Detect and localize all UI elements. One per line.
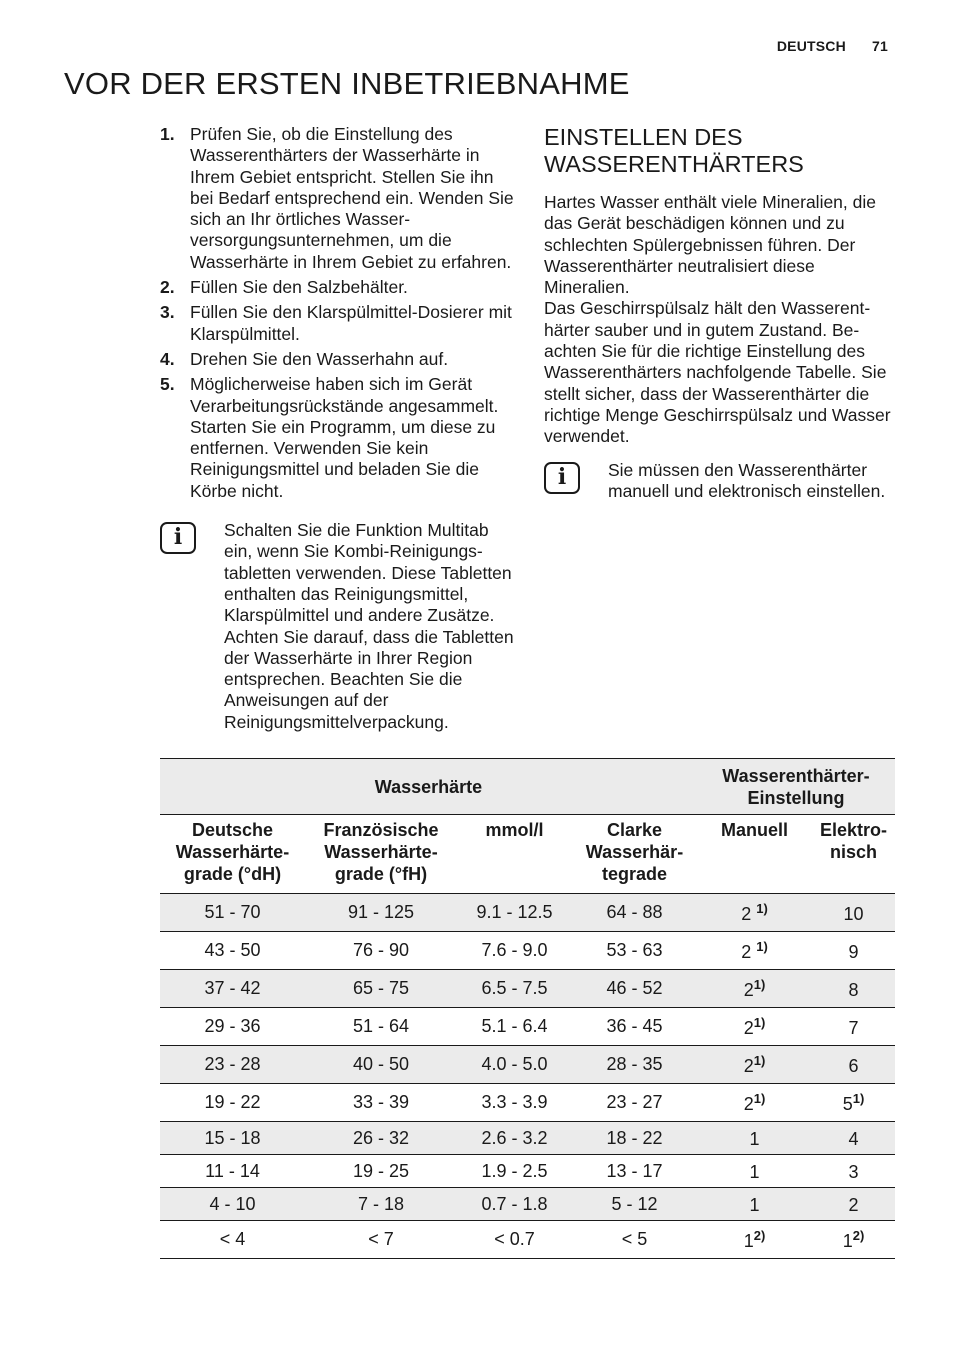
cell-fh: < 7 (305, 1221, 457, 1259)
cell-clarke: 64 - 88 (572, 894, 697, 932)
cell-mmol: < 0.7 (457, 1221, 572, 1259)
cell-dh: 51 - 70 (160, 894, 305, 932)
language-label: DEUTSCH (776, 38, 846, 54)
list-item (160, 277, 516, 298)
cell-clarke: 23 - 27 (572, 1084, 697, 1122)
cell-mmol: 0.7 - 1.8 (457, 1188, 572, 1221)
footnote: 1) (852, 1090, 865, 1106)
cell-elektronisch: 1$^{2)}$ (812, 1221, 895, 1259)
cell-manuell: 2 $^{1)}$ (697, 932, 812, 970)
group-header-hardness: Wasserhärte (160, 759, 697, 815)
info-icon: i (160, 522, 196, 554)
page-number: 71 (872, 38, 888, 54)
cell-manuell: 2$^{1)}$ (697, 970, 812, 1008)
water-hardness-table (160, 758, 895, 1259)
cell-fh: 26 - 32 (305, 1122, 457, 1155)
footnote: 1) (753, 976, 766, 992)
table-row (160, 1188, 895, 1221)
cell-dh: 37 - 42 (160, 970, 305, 1008)
left-column (160, 124, 516, 733)
table-row (160, 1122, 895, 1155)
cell-manuell: 2$^{1)}$ (697, 1008, 812, 1046)
table-row (160, 894, 895, 932)
footnote: 1) (756, 938, 768, 954)
list-item (160, 349, 516, 370)
table-row (160, 1046, 895, 1084)
table-row (160, 1008, 895, 1046)
cell-manuell: 2$^{1)}$ (697, 1084, 812, 1122)
cell-elektronisch: 5$^{1)}$ (812, 1084, 895, 1122)
step-number: 2. (160, 277, 175, 298)
page-title: VOR DER ERSTEN INBETRIEBNAHME (64, 66, 630, 101)
cell-mmol: 6.5 - 7.5 (457, 970, 572, 1008)
cell-fh: 91 - 125 (305, 894, 457, 932)
steps-list (160, 124, 516, 502)
cell-mmol: 2.6 - 3.2 (457, 1122, 572, 1155)
cell-elektronisch: 3 (812, 1155, 895, 1188)
table-row (160, 1084, 895, 1122)
cell-dh: 23 - 28 (160, 1046, 305, 1084)
cell-dh: 4 - 10 (160, 1188, 305, 1221)
multitab-note (160, 520, 516, 733)
table-row (160, 932, 895, 970)
cell-dh: 43 - 50 (160, 932, 305, 970)
cell-clarke: 53 - 63 (572, 932, 697, 970)
step-number: 4. (160, 348, 175, 369)
cell-fh: 33 - 39 (305, 1084, 457, 1122)
section-heading: EINSTELLEN DES WASSERENTHÄRTERS (544, 124, 804, 177)
column-header: Deutsche Wasserhärtegrade (°dH) (160, 815, 305, 894)
cell-elektronisch: 9 (812, 932, 895, 970)
cell-clarke: 46 - 52 (572, 970, 697, 1008)
cell-manuell: 2$^{1)}$ (697, 1046, 812, 1084)
right-column (544, 124, 894, 502)
step-text: Füllen Sie den Klarspülmittel-Dosierer mit Klarspülmittel. (190, 302, 512, 344)
info-icon: i (544, 462, 580, 494)
section-paragraph: Das Geschirrspülsalz hält den Wasserenthärter sauber und in gutem Zustand. Beachten Sie für die richtige Einstellung des Wasserenthärters nachfolgende Tabelle. Sie stellt sicher, dass der Wasserenthärter die richtige Menge Geschirrspülsalz und Wasser verwendet. (544, 298, 891, 447)
softener-note (544, 460, 894, 503)
list-item (160, 124, 516, 273)
cell-dh: 11 - 14 (160, 1155, 305, 1188)
column-header: Elektronisch (812, 815, 895, 894)
step-text: Füllen Sie den Salzbehälter. (190, 277, 408, 298)
footnote: 2) (852, 1227, 865, 1243)
cell-fh: 19 - 25 (305, 1155, 457, 1188)
cell-mmol: 5.1 - 6.4 (457, 1008, 572, 1046)
list-item (160, 302, 516, 345)
cell-mmol: 3.3 - 3.9 (457, 1084, 572, 1122)
cell-dh: 15 - 18 (160, 1122, 305, 1155)
cell-fh: 51 - 64 (305, 1008, 457, 1046)
column-header: Französische Wasserhärtegrade (°fH) (305, 815, 457, 894)
table-row (160, 1155, 895, 1188)
cell-fh: 76 - 90 (305, 932, 457, 970)
cell-clarke: 13 - 17 (572, 1155, 697, 1188)
step-number: 3. (160, 302, 175, 323)
table-row (160, 970, 895, 1008)
list-item (160, 374, 516, 502)
cell-elektronisch: 10 (812, 894, 895, 932)
footnote: 2) (753, 1227, 766, 1243)
cell-mmol: 4.0 - 5.0 (457, 1046, 572, 1084)
cell-manuell: 1$^{2)}$ (697, 1221, 812, 1259)
footnote: 1) (753, 1090, 766, 1106)
note-text: Sie müssen den Wasserenthärter manuell und elektronisch einstellen. (608, 459, 886, 501)
cell-manuell: 1 (697, 1155, 812, 1188)
cell-elektronisch: 4 (812, 1122, 895, 1155)
cell-manuell: 1 (697, 1188, 812, 1221)
step-number: 1. (160, 124, 175, 144)
column-header: Manuell (697, 815, 812, 894)
cell-fh: 40 - 50 (305, 1046, 457, 1084)
step-text: Möglicherweise haben sich im Gerät Verarbeitungsrückstände angesammelt. Starten Sie ein Programm, um diese zu entfernen. Verwenden Sie kein Reinigungsmittel und beladen Sie die Körbe nicht. (190, 374, 499, 501)
cell-manuell: 1 (697, 1122, 812, 1155)
cell-fh: 65 - 75 (305, 970, 457, 1008)
footnote: 1) (753, 1052, 766, 1068)
step-number: 5. (160, 374, 175, 395)
cell-dh: 29 - 36 (160, 1008, 305, 1046)
cell-clarke: 36 - 45 (572, 1008, 697, 1046)
cell-mmol: 7.6 - 9.0 (457, 932, 572, 970)
page-header (777, 38, 888, 54)
cell-mmol: 1.9 - 2.5 (457, 1155, 572, 1188)
cell-elektronisch: 2 (812, 1188, 895, 1221)
cell-manuell: 2 $^{1)}$ (697, 894, 812, 932)
cell-clarke: 5 - 12 (572, 1188, 697, 1221)
cell-clarke: 18 - 22 (572, 1122, 697, 1155)
footnote: 1) (753, 1014, 766, 1030)
column-header: mmol/l (457, 815, 572, 894)
column-header: Clarke Wasserhärtegrade (572, 815, 697, 894)
cell-clarke: 28 - 35 (572, 1046, 697, 1084)
group-header-setting: Wasserenthärter-Einstellung (697, 759, 895, 815)
cell-elektronisch: 7 (812, 1008, 895, 1046)
footnote: 1) (756, 900, 768, 916)
cell-dh: < 4 (160, 1221, 305, 1259)
cell-dh: 19 - 22 (160, 1084, 305, 1122)
cell-fh: 7 - 18 (305, 1188, 457, 1221)
cell-elektronisch: 8 (812, 970, 895, 1008)
cell-clarke: < 5 (572, 1221, 697, 1259)
step-text: Drehen Sie den Wasserhahn auf. (190, 348, 449, 369)
note-text: Schalten Sie die Funktion Multitab ein, wenn Sie Kombi-Reinigungstabletten verwenden. Diese Tabletten enthalten das Reinigungsmittel, Klarspülmittel und andere Zusätze. Achten Sie darauf, dass die Tabletten der Wasserhärte in Ihrer Region entsprechen. Beachten Sie die Anweisungen auf der Reinigungsmittelverpackung. (224, 520, 514, 732)
table-row (160, 1221, 895, 1259)
section-paragraph: Hartes Wasser enthält viele Mineralien, die das Gerät beschädigen können und zu schlechten Spülergebnissen führen. Der Wasserenthärter neutralisiert diese Mineralien. (544, 192, 876, 298)
step-text: Prüfen Sie, ob die Einstellung des Wasserenthärters der Wasserhärte in Ihrem Gebiet entspricht. Stellen Sie ihn bei Bedarf entsprechend ein. Wenden Sie sich an Ihr örtliches Wasserversorgungsunternehmen, um die Wasserhärte in Ihrem Gebiet zu erfahren. (190, 124, 514, 272)
cell-elektronisch: 6 (812, 1046, 895, 1084)
cell-mmol: 9.1 - 12.5 (457, 894, 572, 932)
